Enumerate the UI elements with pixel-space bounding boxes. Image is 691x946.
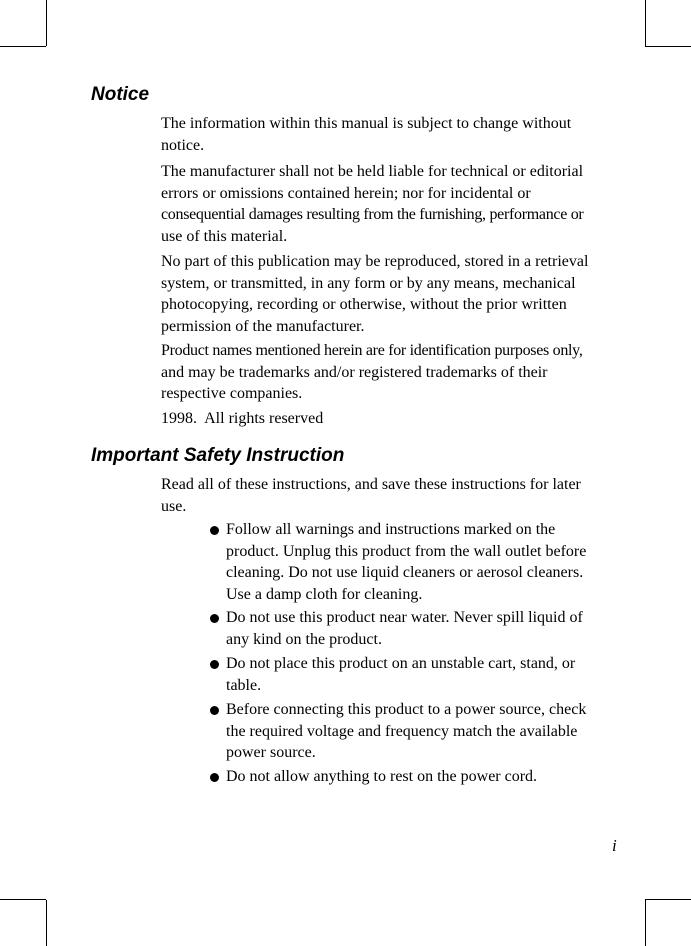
bullet-line: Do not allow anything to rest on the power cord. xyxy=(226,768,538,785)
paragraph-line: No part of this publication may be reproduced, stored in a retrieval xyxy=(161,253,589,270)
bullet-line: Do not place this product on an unstable cart, stand, or xyxy=(226,655,576,672)
paragraph-line: errors or omissions contained herein; nor for incidental or xyxy=(161,184,531,202)
paragraph-line: 1998. All rights reserved xyxy=(161,410,324,427)
bullet-line: power source. xyxy=(226,744,316,761)
bullet-line: Use a damp cloth for cleaning. xyxy=(226,585,423,603)
page-number: i xyxy=(612,836,617,855)
paragraph-line: notice. xyxy=(161,136,205,154)
paragraph-line: use of this material. xyxy=(161,227,288,245)
bullet-icon xyxy=(210,614,219,623)
bullet-icon xyxy=(210,526,219,535)
bullet-line: cleaning. Do not use liquid cleaners or aerosol cleaners. xyxy=(226,564,584,581)
notice-paragraph-trademarks xyxy=(161,340,621,405)
crop-mark-bottom-right-v xyxy=(645,900,646,946)
crop-mark-top-left-v xyxy=(46,0,47,46)
bullet-icon xyxy=(210,773,219,782)
paragraph-line: Read all of these instructions, and save these instructions for later xyxy=(161,476,581,493)
bullet-text xyxy=(226,607,583,650)
paragraph-line: permission of the manufacturer. xyxy=(161,317,365,335)
bullet-line: Before connecting this product to a power source, check xyxy=(226,701,587,718)
bullet-line: Do not use this product near water. Never spill liquid of xyxy=(226,609,583,626)
notice-copyright xyxy=(161,408,621,430)
safety-heading: Important Safety Instruction xyxy=(91,445,345,466)
notice-paragraph-reproduction xyxy=(161,251,621,337)
paragraph-line: and may be trademarks and/or registered trademarks of their xyxy=(161,363,548,381)
crop-mark-top-right-h xyxy=(645,46,691,47)
bullet-icon xyxy=(210,706,219,715)
paragraph-line: The information within this manual is subject to change without xyxy=(161,115,572,132)
paragraph-line: photocopying, recording or otherwise, without the prior written xyxy=(161,296,567,313)
bullet-line: the required voltage and frequency match the available xyxy=(226,722,578,740)
bullet-line: product. Unplug this product from the wall outlet before xyxy=(226,542,587,560)
safety-intro xyxy=(161,474,621,517)
crop-mark-bottom-right-h xyxy=(645,899,691,900)
notice-heading: Notice xyxy=(91,84,150,105)
notice-paragraph-liability xyxy=(161,161,621,247)
paragraph-line: consequential damages resulting from the furnishing, performance or xyxy=(161,206,584,223)
bullet-line: Follow all warnings and instructions marked on the xyxy=(226,521,556,538)
bullet-icon xyxy=(210,660,219,669)
paragraph-line: The manufacturer shall not be held liable for technical or editorial xyxy=(161,163,584,180)
bullet-text xyxy=(226,653,575,696)
paragraph-line: system, or transmitted, in any form or by any means, mechanical xyxy=(161,274,576,292)
bullet-text xyxy=(226,519,586,605)
bullet-text xyxy=(226,699,586,764)
paragraph-line: use. xyxy=(161,497,187,515)
paragraph-line: Product names mentioned herein are for identification purposes only, xyxy=(161,342,583,359)
paragraph-line: respective companies. xyxy=(161,385,303,402)
crop-mark-bottom-left-v xyxy=(46,900,47,946)
bullet-line: table. xyxy=(226,676,262,694)
notice-paragraph-change xyxy=(161,113,621,156)
bullet-text xyxy=(226,766,537,788)
crop-mark-top-right-v xyxy=(645,0,646,46)
bullet-line: any kind on the product. xyxy=(226,630,382,648)
crop-mark-top-left-h xyxy=(0,46,46,47)
crop-mark-bottom-left-h xyxy=(0,899,46,900)
